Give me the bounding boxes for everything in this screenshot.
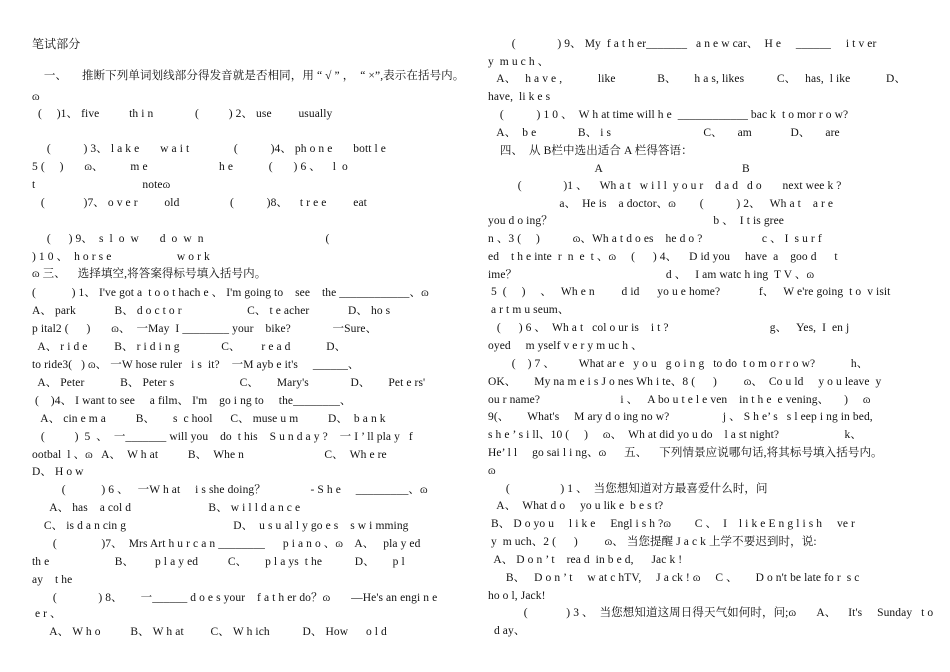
left-line: ( )1、 five th i n ( ) 2、 use usually <box>32 108 333 120</box>
left-line: ɷ 三、 选择填空,将答案得标号填入括号内。 <box>32 268 267 280</box>
right-line: ime？ d 、 I am watc h ing T V 、ɷ <box>488 269 815 281</box>
right-line: ɷ <box>488 465 496 477</box>
right-line: 四、 从 B栏中选出适合 A 栏得答语： <box>488 145 693 157</box>
left-line: t noteɷ <box>32 179 171 191</box>
left-line: ( ) 5 、 一_______ will you do t his S u n d a y ? 一 I ’ ll pla y f <box>32 431 413 443</box>
right-line: ( ) 1 、 当您想知道对方最喜爱什么时，问 <box>488 483 768 495</box>
left-line: A、 r i d e B、 r i d i n g C、 r e a d D、 <box>32 341 347 353</box>
right-line: A B <box>488 163 750 175</box>
right-line: OK、 My na m e i s J o nes Wh i te、8 ( ) ɷ、 Co u ld y o u leave y <box>488 376 882 388</box>
right-line: s h e ’ s i ll、10 ( ) ɷ、 Wh at did yo u do l a st night? k、 <box>488 429 862 441</box>
left-line: A、 cin e m a B、 s c hool C、 muse u m D、 b a n k <box>32 413 386 425</box>
left-line: ( )4、 I want to see a film、 I'm go i ng to the________、 <box>32 395 352 407</box>
left-line: A、 park B、 d o c t o r C、 t e acher D、 ho s <box>32 305 391 317</box>
right-column <box>485 0 950 672</box>
right-line: ( ) 7 、 What ar e y o u g o i n g to do t o m o r r o w? h、 <box>488 358 869 370</box>
right-line: B、 D o n ’ t w at c hTV, J a ck ! ɷ C 、 D o n't be late fo r s c <box>488 572 860 584</box>
right-line: He’ l l go sai l i ng、ɷ 五、 下列情景应说哪句话,将其标号填入括号内。 <box>488 447 883 459</box>
left-line: ( )7、 o v e r old ( )8、 t r e e eat <box>32 197 367 209</box>
left-line: C、 is d a n cin g D、 u s u al l y go e s s w i mming <box>32 520 409 532</box>
left-line: e r 、 <box>32 608 62 620</box>
right-line: A、 D o n ’ t rea d in b e d, Jac k ! <box>488 554 683 566</box>
left-line: D、 H o w <box>32 466 84 478</box>
right-line: you d o ing？ b 、 I t is gree <box>488 215 785 227</box>
right-line: a r t m u seum、 <box>488 304 570 316</box>
left-line: A、 W h o B、 W h at C、 W h ich D、 How o l d <box>32 626 387 638</box>
right-line: n 、3 ( ) ɷ、Wh a t d o es he d o ? c 、 I s u r f <box>488 233 822 245</box>
right-line: 5 ( ) 、 Wh e n d id yo u e home? f、 W e're going t o v isit <box>488 286 891 298</box>
left-line: p ital2 ( ) ɷ、 一May I ________ your bike? 一Sure、 <box>32 323 378 335</box>
right-line: ou r name? i 、 A bo u t e l e ven in t h e e vening、 ) ɷ <box>488 394 871 406</box>
left-line: 笔试部分 <box>32 37 81 51</box>
right-line: have, li k e s <box>488 91 551 103</box>
right-line: ( )1 、 Wh a t w i l l y o u r d a d d o next wee k ? <box>488 180 842 192</box>
left-line: 一、 推断下列单词划线部分得发音就是否相同，用 “ √ ” ， “ ×”,表示在括号内。 <box>32 70 465 82</box>
left-line: ( ) 3、 l a k e w a i t ( )4、 ph o n e bott l e <box>32 143 387 155</box>
right-line: A、 b e B、 i s C、 am D、 are <box>488 127 840 139</box>
right-line: ed t h e inte r n e t 、ɷ ( ) 4、 D id you have a goo d t <box>488 251 838 263</box>
right-line: oyed m yself v e r y m uc h 、 <box>488 340 643 352</box>
left-line: A、 Peter B、 Peter s C、 Mary's D、 Pet e rs' <box>32 377 426 389</box>
left-line: ( ) 6 、 一W h at i s she doing？ - S h e _________、ɷ <box>32 484 428 496</box>
right-line: 9(、 What's M ary d o ing no w? j 、 S h e’ s s l eep i ng in bed, <box>488 411 873 423</box>
right-line: A、 h a v e , like B、 h a s, likes C、 has, l ike D、 <box>488 73 907 85</box>
left-line: A、 has a col d B、 w i l l d a n c e <box>32 502 301 514</box>
right-line: ho o l, Jack! <box>488 590 546 602</box>
left-line: ) 1 0 、 h o r s e w o r k <box>32 251 210 263</box>
right-line: y m u c h 、 <box>488 56 550 68</box>
left-line: ( )7、 Mrs Art h u r c a n ________ p i a n o 、ɷ A、 pla y ed <box>32 538 421 550</box>
right-line: a、 He is a doctor、ɷ ( ) 2、 Wh a t a r e <box>488 198 834 210</box>
left-line: ( ) 1、 I've got a t o o t hach e 、 I'm going to see the ____________、ɷ <box>32 287 429 299</box>
left-line: 5 ( ) ɷ、 m e h e ( ) 6 、 l o <box>32 161 348 173</box>
right-line: ( ) 1 0 、 W h at time will h e ____________ bac k t o mor r o w? <box>488 109 849 121</box>
right-line: ( ) 9、 My f a t h er_______ a n e w car、 H e ______ i t v er <box>488 38 877 50</box>
left-line: th e B、 p l a y ed C、 p l a ys t he D、 p l <box>32 556 405 568</box>
right-line: ( ) 3 、 当您想知道这周日得天气如何时，问;ɷ A、 It's Sunday t o <box>488 607 934 619</box>
left-line: ɷ <box>32 91 40 103</box>
left-line: to ride3( ) ɷ、 一W hose ruler i s it? 一M ayb e it's ______、 <box>32 359 360 371</box>
right-line: B、 D o yo u l i k e Engl i s h ?ɷ C 、 I l i k e E n g l i s h ve r <box>488 518 855 530</box>
left-line: ( ) 8、 一______ d o e s your f a t h er do？ɷ —He's an engi n e <box>32 592 438 604</box>
right-line: d ay、 <box>488 625 526 637</box>
right-line: A、 What d o yo u lik e b e s t? <box>488 500 664 512</box>
left-line: ( ) 9、 s l o w d o w n ( <box>32 233 330 245</box>
right-line: ( ) 6 、 Wh a t col o ur is i t ? g、 Yes, I en j <box>488 322 850 334</box>
left-line: ay t he <box>32 574 73 586</box>
right-line: y m uch、2 ( ) ɷ、 当您提醒 J a c k 上学不要迟到时，说: <box>488 536 817 548</box>
left-line: ootbal l 、ɷ A、 W h at B、 Whe n C、 Wh e re <box>32 449 387 461</box>
